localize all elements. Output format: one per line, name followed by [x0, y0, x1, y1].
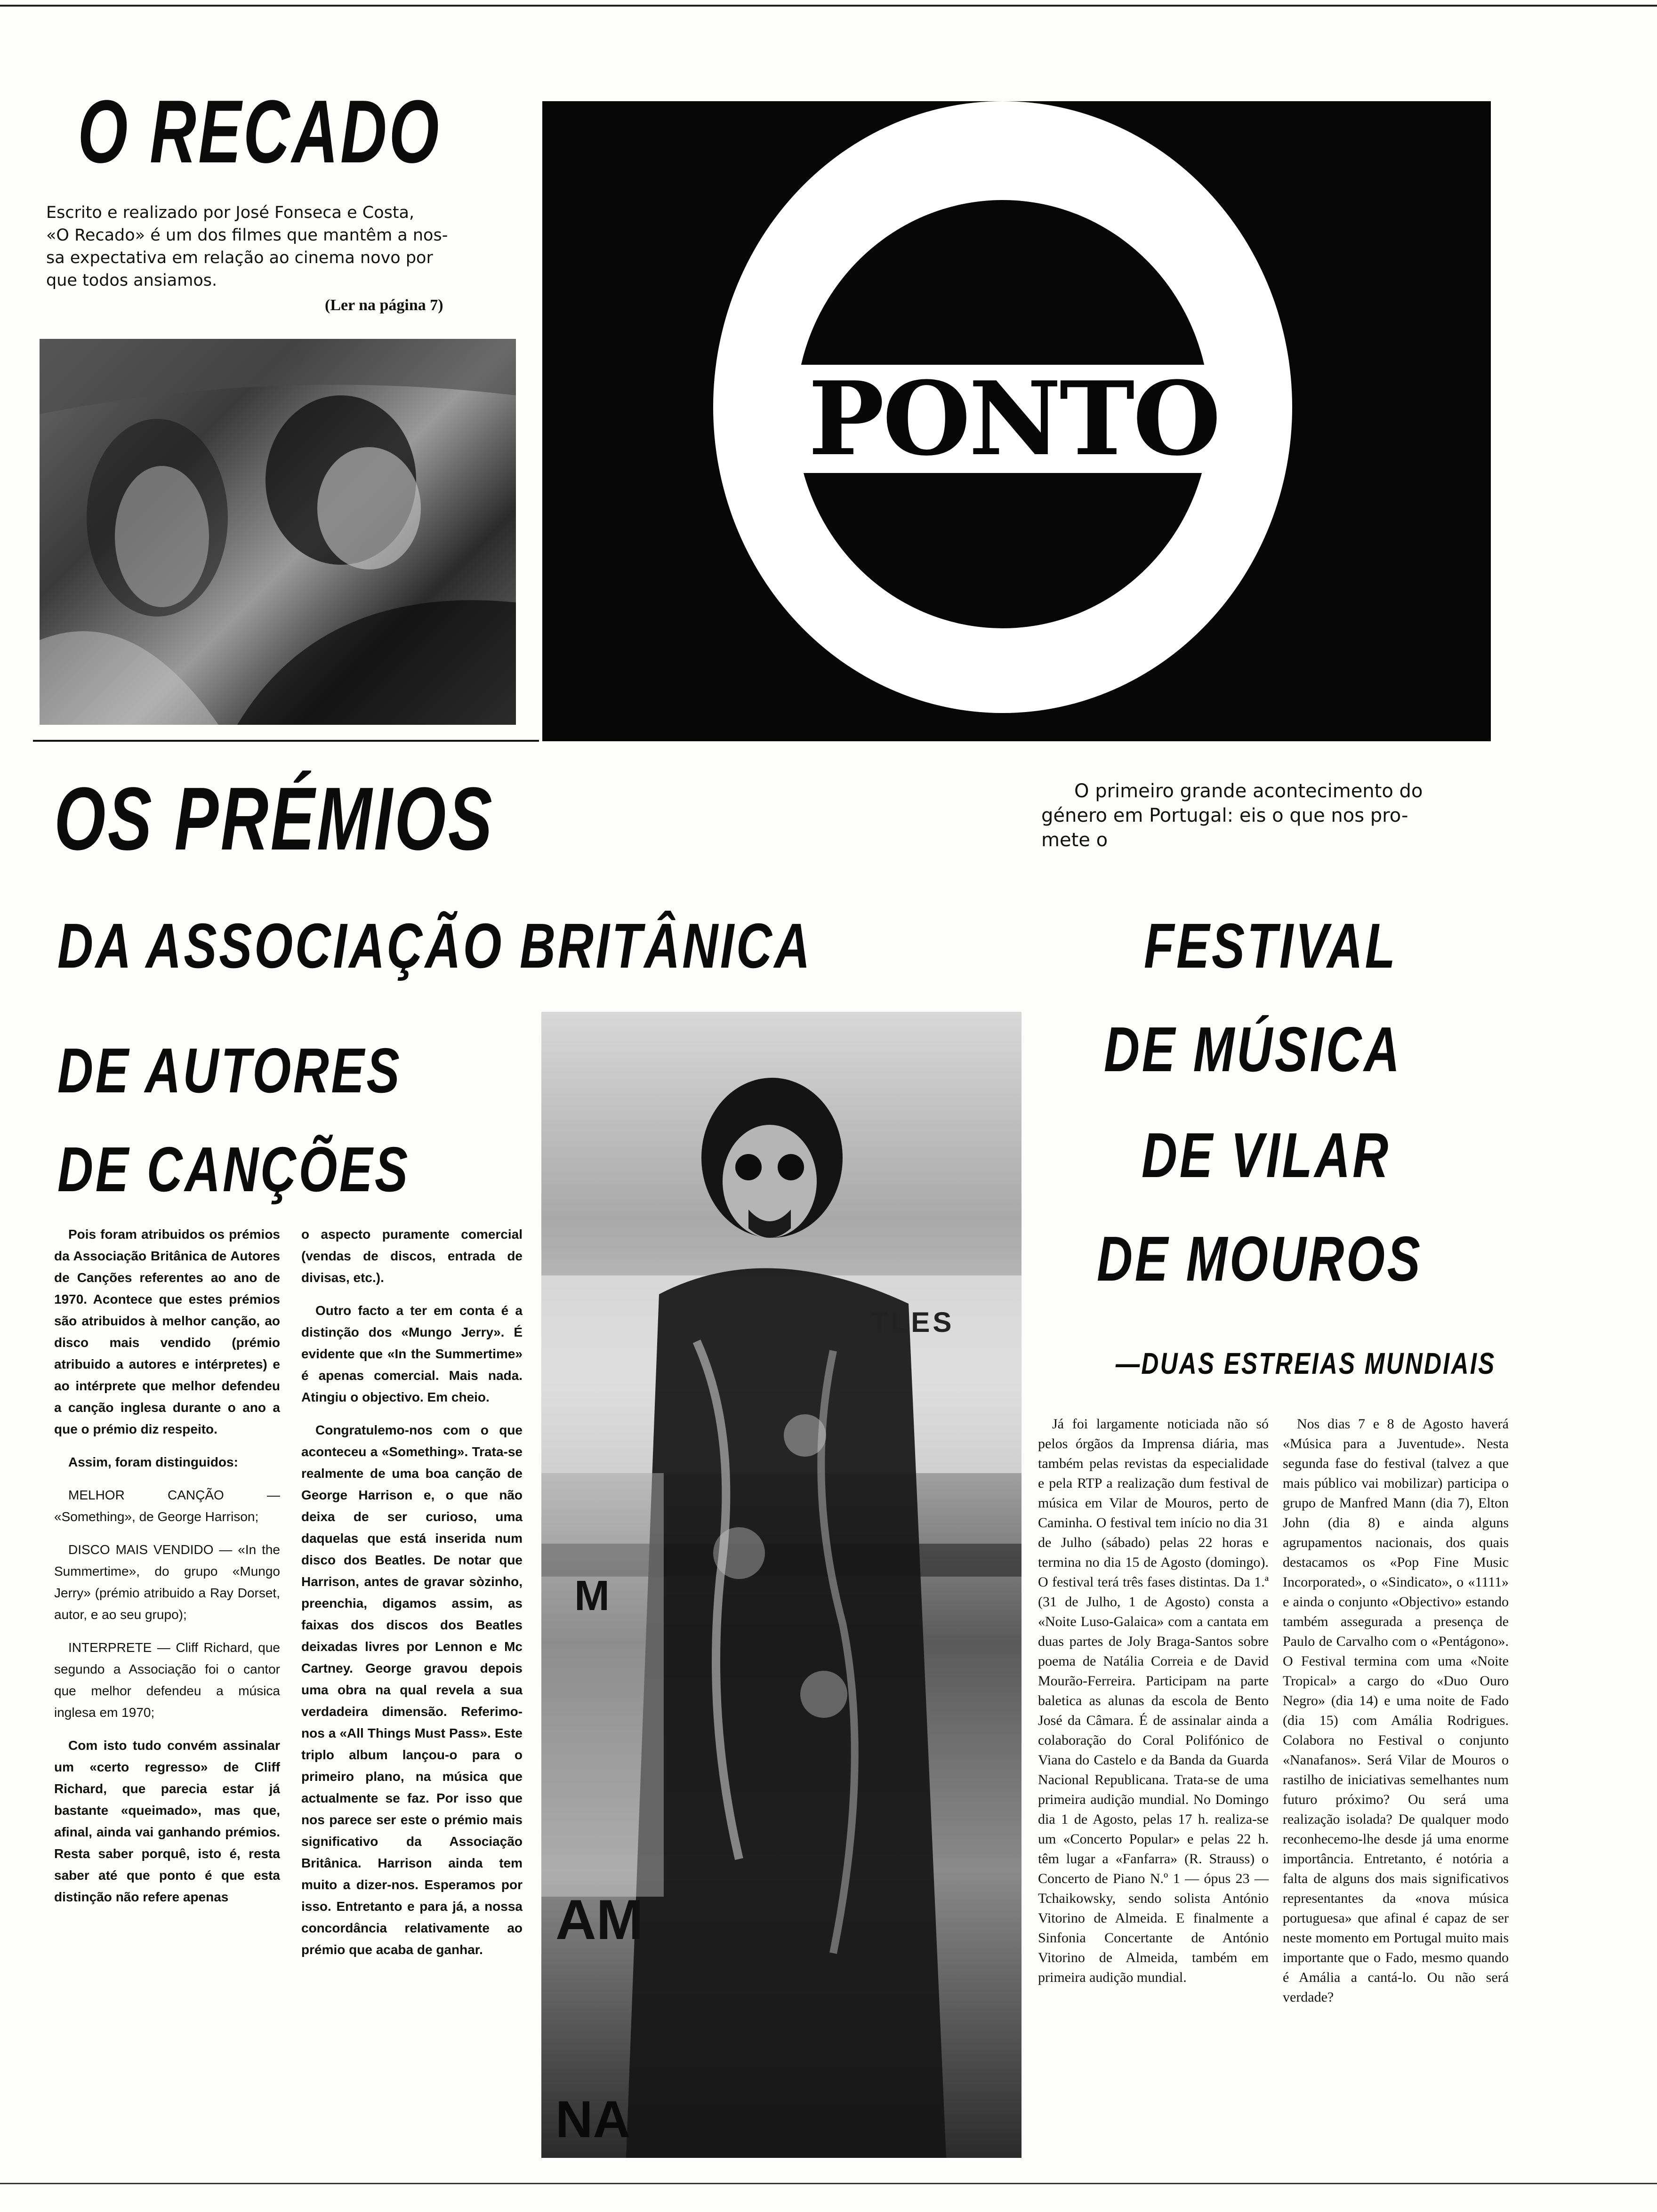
- premios-paragraph: Com isto tudo convém assinalar um «certo regresso» de Cliff Richard, que parecia estar já bastante «queimado», mas que, afinal, ainda vai ganhando prémios. Resta saber porquê, isto é, resta saber até que ponto é que esta distinção não refere apenas: [54, 1738, 280, 1904]
- recado-still-figures: [40, 339, 516, 725]
- recado-intro: [46, 201, 517, 292]
- photo-sign-am: AM: [555, 1888, 643, 1951]
- festival-kicker-line: O primeiro grande acontecimento do: [1074, 780, 1423, 802]
- recado-intro-line: sa expectativa em relação ao cinema novo por: [46, 248, 433, 267]
- recado-intro-line: Escrito e realizado por José Fonseca e Costa,: [46, 203, 415, 222]
- premios-paragraph: INTERPRETE — Cliff Richard, que segundo a Associação foi o cantor que melhor defendeu a música inglesa em 1970;: [54, 1640, 280, 1720]
- festival-headline-2: DE MÚSICA: [1104, 1014, 1402, 1085]
- mid-rule: [33, 740, 539, 742]
- premios-paragraph: DISCO MAIS VENDIDO — «In the Summertime», do grupo «Mungo Jerry» (prémio atribuido a Ray Dorset, autor, e ao seu grupo);: [54, 1542, 280, 1622]
- recado-intro-line: que todos ansiamos.: [46, 271, 217, 290]
- harrison-arrival-photo: [541, 1012, 1022, 2158]
- recado-title: O RECADO: [78, 82, 441, 182]
- festival-subhead: —DUAS ESTREIAS MUNDIAIS: [1116, 1346, 1496, 1380]
- bottom-rule: [0, 2183, 1657, 2184]
- festival-headline-1: FESTIVAL: [1144, 910, 1398, 981]
- festival-headline-3: DE VILAR: [1142, 1120, 1391, 1191]
- premios-paragraph: MELHOR CANÇÃO — «Something», de George Harrison;: [54, 1488, 280, 1524]
- premios-headline-2: DA ASSOCIAÇÃO BRITÂNICA: [57, 910, 812, 981]
- festival-kicker-line: género em Portugal: eis o que nos pro-: [1041, 805, 1408, 826]
- ponto-logo-text: PONTO: [808, 359, 1219, 478]
- photo-sign-tles: TLES: [871, 1306, 955, 1338]
- premios-paragraph: Outro facto a ter em conta é a distinção dos «Mungo Jerry». É evidente que «In the Summertime» é apenas comercial. Mais nada. Atingiu o objectivo. Em cheio.: [301, 1303, 523, 1404]
- festival-headline-4: DE MOUROS: [1097, 1223, 1423, 1294]
- top-rule: [0, 5, 1657, 7]
- festival-column-2: [1283, 1414, 1509, 2019]
- festival-kicker: [1041, 779, 1474, 852]
- premios-column-1: [54, 1224, 280, 1919]
- premios-paragraph: Assim, foram distinguidos:: [68, 1455, 238, 1469]
- premios-column-2: [301, 1224, 523, 1972]
- festival-kicker-line: mete o: [1041, 829, 1108, 851]
- harrison-figure: [541, 1012, 1022, 2158]
- premios-paragraph: o aspecto puramente comercial (vendas de discos, entrada de divisas, etc.).: [301, 1227, 523, 1285]
- festival-paragraph: Já foi largamente noticiada não só pelos órgãos da Imprensa diária, mas também pelas revistas da especialidade e pela RTP a realização dum festival de música em Vilar de Mouros, perto de Caminha. O festival tem início no dia 31 de Julho (sábado) pelas 22 horas e termina no dia 15 de Agosto (domingo). O festival terá três fases distintas. Da 1.ª (31 de Julho, 1 de Agosto) consta a «Noite Luso-Galaica» com a cantata em duas partes de Joly Braga-Santos sobre poema de Natália Correia e de David Mourão-Ferreira. Participam na parte baletica as alunas da escola de Bento José da Câmara. É de assinalar ainda a colaboração do Coral Polifónico de Viana do Castelo e da Banda da Guarda Nacional Republicana. Trata-se de uma primeira audição mundial. No Domingo dia 1 de Agosto, pelas 17 h. realiza-se um «Concerto Popular» e pelas 22 h. têm lugar a «Fanfarra» (R. Strauss) o Concerto de Piano N.º 1 — ópus 23 — Tchaikowsky, sendo solista António Vitorino de Almeida. E finalmente a Sinfonia Concertante de António Vitorino de Almeida, também em primeira audição mundial.: [1038, 1416, 1269, 1985]
- premios-paragraph: Congratulemo-nos com o que aconteceu a «Something». Trata-se realmente de uma boa canção de George Harrison e, o que não deixa de ser curioso, uma daquelas que está inserida num disco dos Beatles. De notar que Harrison, antes de gravar sòzinho, preenchia, digamos assim, as faixas dos discos dos Beatles deixadas livres por Lennon e Mc Cartney. George gravou depois uma obra na qual revela a sua verdadeira dimensão. Referimo-nos a «All Things Must Pass». Este triplo album lançou-o para o primeiro plano, na música que actualmente se faz. Por isso que nos parece ser este o prémio mais significativo da Associação Britânica. Harrison ainda tem muito a dizer-nos. Esperamos por isso. Entretanto e para já, a nossa concordância relativamente ao prémio que acaba de ganhar.: [301, 1423, 523, 1957]
- premios-paragraph: Pois foram atribuidos os prémios da Associação Britânica de Autores de Canções referentes ao ano de 1970. Acontece que estes prémios são atribuidos à melhor canção, ao disco mais vendido (prémio atribuido a autores e intérpretes) e ao intérprete que melhor defendeu a canção inglesa durante o ano a que o prémio diz respeito.: [54, 1227, 280, 1436]
- recado-page-ref[interactable]: (Ler na página 7): [325, 297, 443, 314]
- festival-column-1: [1038, 1414, 1269, 1999]
- premios-headline-1: OS PRÉMIOS: [54, 769, 495, 869]
- ponto-masthead: [542, 101, 1491, 741]
- photo-sign-m: M: [574, 1572, 610, 1619]
- recado-still-photo: [40, 339, 516, 725]
- premios-headline-4: DE CANÇÕES: [57, 1134, 410, 1205]
- recado-intro-line: «O Recado» é um dos filmes que mantêm a nos-: [46, 226, 448, 245]
- premios-headline-3: DE AUTORES: [57, 1035, 402, 1106]
- photo-sign-na: NA: [555, 2091, 630, 2148]
- festival-paragraph: Nos dias 7 e 8 de Agosto haverá «Música para a Juventude». Nesta segunda fase do festival (talvez a que mais público vai mobilizar) participa o grupo de Manfred Mann (dia 7), Elton John (dia 8) e ainda alguns agrupamentos nacionais, dos quais destacamos os «Pop Fine Music Incorporated», o «Sindicato», o «1111» e ainda o conjunto «Objectivo» estando também assegurada a presença de Paulo de Carvalho com o «Pentágono». O Festival termina com uma «Noite Tropical» a cargo do «Duo Ouro Negro» (dia 14) e uma noite de Fado (dia 15) com Amália Rodrigues. Colabora no Festival o conjunto «Nanafanos». Será Vilar de Mouros o rastilho de iniciativas semelhantes num futuro próximo? Ou será uma realização isolada? De qualquer modo reconhecemo-lhe desde já uma enorme importância. Entretanto, é notória a falta de alguns dos mais significativos representantes da «nova música portuguesa» que afinal é capaz de ser neste momento em Portugal muito mais importante que o Fado, mesmo quando é Amália a cantá-lo. Ou não será verdade?: [1283, 1416, 1509, 2005]
